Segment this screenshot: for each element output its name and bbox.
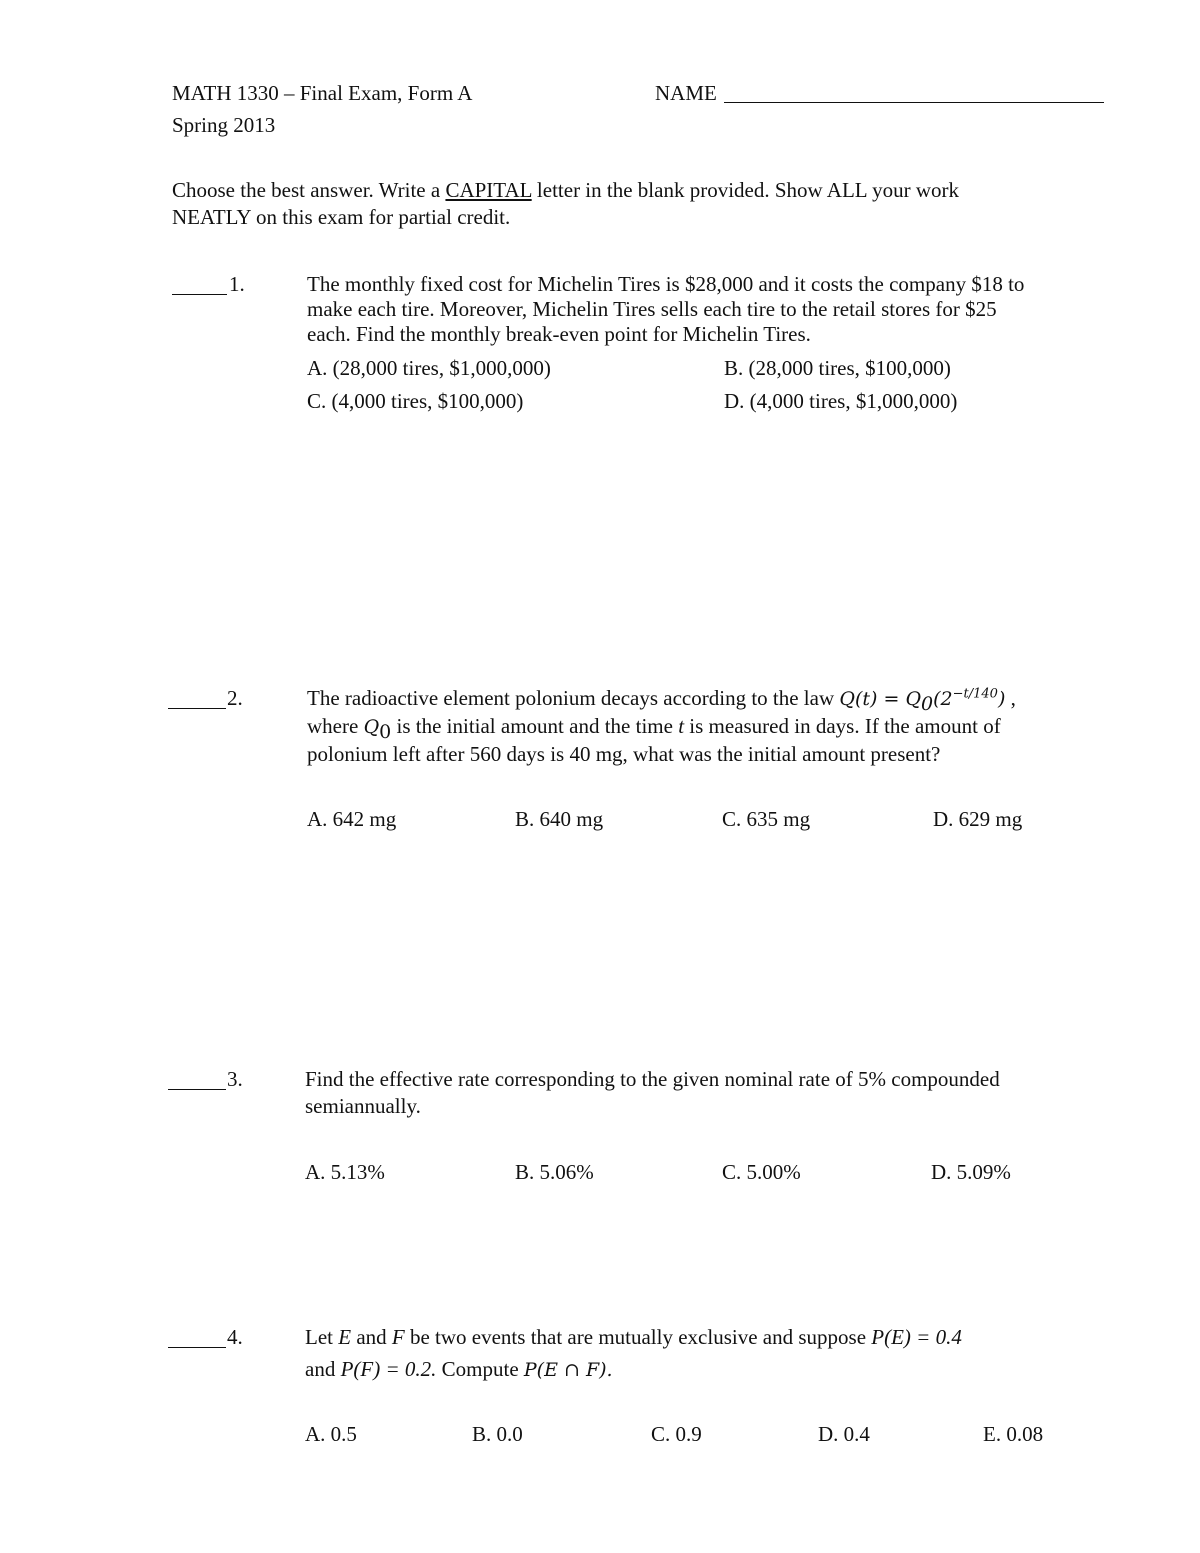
name-label: NAME: [655, 81, 717, 105]
q2-q0: Q: [363, 716, 380, 738]
question-1-line-1: The monthly fixed cost for Michelin Tires is $28,000 and it costs the company $18 to: [307, 272, 1025, 296]
name-blank[interactable]: [724, 102, 1104, 103]
q3-option-a: A. 5.13%: [305, 1160, 385, 1184]
question-4-line-1: [305, 1325, 962, 1350]
q4-text-e: Compute: [436, 1357, 524, 1381]
q4-text-b: and: [351, 1325, 392, 1349]
q4-text-d: and: [305, 1357, 341, 1381]
q1-option-c: C. (4,000 tires, $100,000): [307, 389, 524, 413]
q4-option-c: C. 0.9: [651, 1422, 702, 1446]
instructions-capital: CAPITAL: [445, 178, 532, 202]
formula-close: ): [997, 688, 1006, 710]
question-2-line-2: [307, 714, 1001, 743]
answer-blank-1[interactable]: [172, 294, 227, 295]
q4-text-a: Let: [305, 1325, 339, 1349]
q1-option-b: B. (28,000 tires, $100,000): [724, 356, 951, 380]
question-number-1: 1.: [229, 272, 245, 296]
formula-q: Q: [905, 688, 922, 710]
answer-blank-4[interactable]: [168, 1347, 226, 1348]
q2-text-a: where: [307, 714, 364, 738]
formula-q-sub: 0: [921, 692, 934, 715]
instructions-text-2: letter in the blank provided. Show ALL your work: [531, 178, 959, 202]
q4-expression: P(E ∩ F).: [523, 1359, 613, 1381]
formula-exponent: −t/140: [952, 686, 998, 702]
formula-lhs: Q(t) =: [839, 688, 906, 710]
decay-formula: [839, 686, 1006, 715]
q1-option-a: A. (28,000 tires, $1,000,000): [307, 356, 551, 380]
q2-q0-sub: 0: [379, 721, 392, 744]
q3-option-d: D. 5.09%: [931, 1160, 1011, 1184]
q2-option-a: A. 642 mg: [307, 807, 397, 831]
q1-option-d: D. (4,000 tires, $1,000,000): [724, 389, 958, 413]
question-2-text: The radioactive element polonium decays according to the law: [307, 686, 840, 710]
q4-option-b: B. 0.0: [472, 1422, 523, 1446]
q4-pf: P(F) = 0.2.: [340, 1357, 437, 1381]
q2-text-b: is the initial amount and the time: [391, 714, 679, 738]
course-title: MATH 1330 – Final Exam, Form A: [172, 81, 473, 105]
question-2-line-1: [307, 686, 1016, 715]
q2-option-b: B. 640 mg: [515, 807, 604, 831]
term: Spring 2013: [172, 113, 276, 137]
question-3-line-1: Find the effective rate corresponding to the given nominal rate of 5% compounded: [305, 1067, 1000, 1091]
formula-trail: ,: [1005, 686, 1016, 710]
answer-blank-3[interactable]: [168, 1089, 226, 1090]
q4-option-a: A. 0.5: [305, 1422, 357, 1446]
answer-blank-2[interactable]: [168, 708, 226, 709]
q4-pe: P(E) = 0.4: [871, 1325, 962, 1349]
question-1-line-2: make each tire. Moreover, Michelin Tires sells each tire to the retail stores for $25: [307, 297, 997, 321]
question-number-3: 3.: [227, 1067, 243, 1091]
q4-f: F: [391, 1325, 405, 1349]
instructions-line1: [172, 178, 959, 203]
question-1-line-3: each. Find the monthly break-even point for Michelin Tires.: [307, 322, 811, 346]
q4-option-e: E. 0.08: [983, 1422, 1044, 1446]
question-number-2: 2.: [227, 686, 243, 710]
q3-option-c: C. 5.00%: [722, 1160, 801, 1184]
q2-t: t: [678, 714, 685, 738]
formula-base: (2: [933, 688, 953, 710]
q4-text-c: be two events that are mutually exclusive and suppose: [404, 1325, 872, 1349]
question-3-line-2: semiannually.: [305, 1094, 421, 1118]
q2-option-d: D. 629 mg: [933, 807, 1023, 831]
q4-option-d: D. 0.4: [818, 1422, 870, 1446]
q2-text-c: is measured in days. If the amount of: [684, 714, 1001, 738]
q2-option-c: C. 635 mg: [722, 807, 811, 831]
instructions-text: Choose the best answer. Write a: [172, 178, 446, 202]
q4-e: E: [338, 1325, 352, 1349]
question-4-line-2: [305, 1357, 613, 1382]
q3-option-b: B. 5.06%: [515, 1160, 594, 1184]
question-number-4: 4.: [227, 1325, 243, 1349]
instructions-line2: NEATLY on this exam for partial credit.: [172, 205, 511, 229]
question-2-line-3: polonium left after 560 days is 40 mg, what was the initial amount present?: [307, 742, 941, 766]
